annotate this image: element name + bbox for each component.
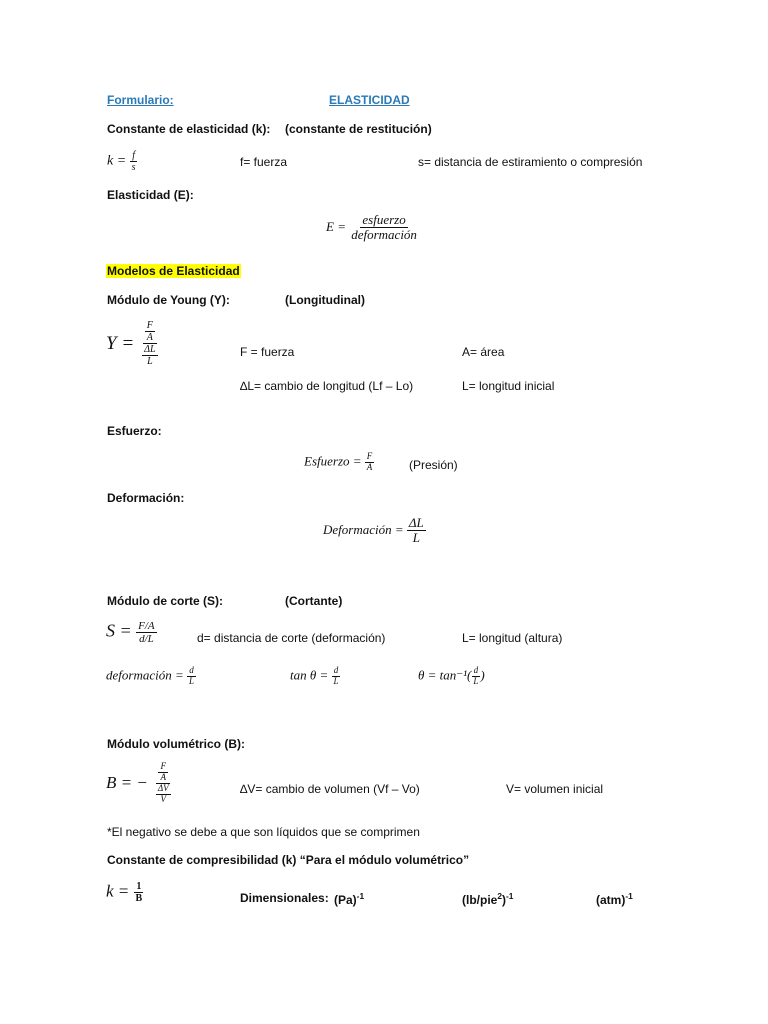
shear-heading: Módulo de corte (S):: [107, 594, 223, 608]
theta-formula: θ = tan⁻¹( $\frac{d}{L}$ ): [418, 665, 485, 686]
stress-aside: (Presión): [409, 458, 458, 472]
elasticity-heading: Elasticidad (E):: [107, 188, 194, 202]
dimension-atm: (atm)$^{-1}$: [596, 891, 633, 907]
young-formula: Y = $\frac{\frac{F}{A}}{\frac{\Delta L}{L}}$: [106, 320, 156, 367]
dimensions-label: Dimensionales:: [240, 891, 329, 905]
young-aside: (Longitudinal): [285, 293, 365, 307]
tan-formula: tan θ = $\frac{d}{L}$: [290, 665, 339, 686]
note-young-delta-length: ∆L= cambio de longitud (Lf – Lo): [240, 379, 414, 393]
models-heading: Modelos de Elasticidad: [107, 264, 240, 278]
stress-formula: Esfuerzo = $\frac{F}{A}$: [304, 451, 373, 472]
bulk-footnote: *El negativo se debe a que son líquidos que se comprimen: [107, 825, 420, 839]
note-force: f= fuerza: [240, 155, 288, 169]
elasticity-formula: E = $\frac{\text{esfuerzo}}{\text{deformación}}$: [326, 212, 417, 243]
young-heading: Módulo de Young (Y):: [107, 293, 230, 307]
note-young-force: F = fuerza: [240, 345, 295, 359]
strain-formula: Deformación = $\frac{\Delta L}{L}$: [323, 515, 424, 546]
stress-heading: Esfuerzo:: [107, 424, 162, 438]
note-shear-length: L= longitud (altura): [462, 631, 563, 645]
compressibility-heading: Constante de compresibilidad (k) “Para el módulo volumétrico”: [107, 853, 470, 867]
note-shear-distance: d= distancia de corte (deformación): [197, 631, 386, 645]
shear-strain-formula: deformación = $\frac{d}{L}$: [106, 665, 194, 686]
note-young-length: L= longitud inicial: [462, 379, 555, 393]
note-bulk-volume: V= volumen inicial: [506, 782, 604, 796]
dimension-lb-pie: $(lb/pie^2)^{-1}$: [462, 891, 514, 907]
k-formula: k = $\frac{f}{s}$: [107, 150, 136, 173]
note-bulk-delta-volume: ∆V= cambio de volumen (Vf – Vo): [240, 782, 420, 796]
bulk-formula: B = − $\frac{\frac{F}{A}}{\frac{\Delta V}{V}}$: [106, 761, 169, 804]
strain-heading: Deformación:: [107, 491, 185, 505]
elasticity-constant-heading: Constante de elasticidad (k):: [107, 122, 271, 136]
note-distance: s= distancia de estiramiento o compresión: [418, 155, 643, 169]
bulk-heading: Módulo volumétrico (B):: [107, 737, 245, 751]
formulario-label[interactable]: Formulario:: [107, 93, 174, 107]
shear-formula: S = $\frac{F/A}{d/L}$: [106, 620, 155, 646]
dimension-pa: $(Pa)^{-1}$: [334, 891, 365, 907]
note-young-area: A= área: [462, 345, 505, 359]
page-title[interactable]: ELASTICIDAD: [329, 93, 410, 107]
shear-aside: (Cortante): [285, 594, 343, 608]
elasticity-constant-aside: (constante de restitución): [285, 122, 432, 136]
compressibility-formula: k = $\frac{1}{B}$: [106, 881, 143, 904]
